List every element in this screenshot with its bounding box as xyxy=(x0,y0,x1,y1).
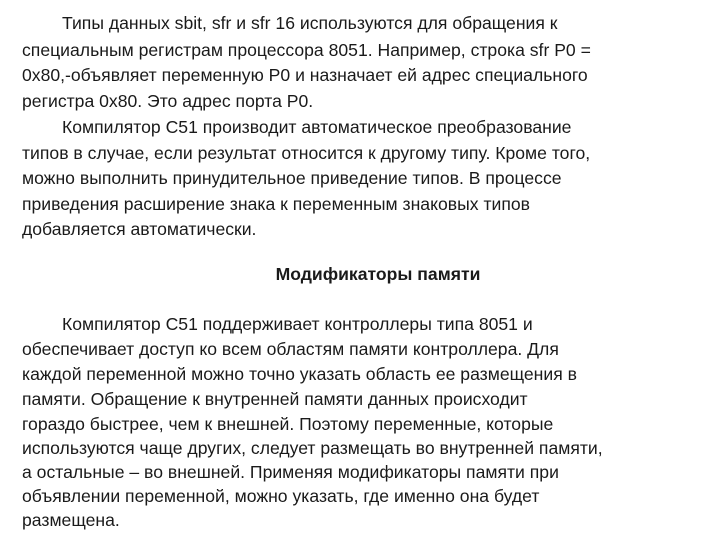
text-line: Типы данных sbit, sfr и sfr 16 используются для обращения к xyxy=(62,13,558,33)
text-line: регистра 0x80. Это адрес порта P0. xyxy=(22,91,314,111)
text-line: гораздо быстрее, чем к внешней. Поэтому переменные, которые xyxy=(22,414,554,434)
text-line: Компилятор C51 поддерживает контроллеры типа 8051 и xyxy=(62,314,533,334)
text-line: каждой переменной можно точно указать область ее размещения в xyxy=(22,364,577,384)
text-line: памяти. Обращение к внутренней памяти данных происходит xyxy=(22,389,528,409)
text-line: 0x80,-объявляет переменную P0 и назначает ей адрес специального xyxy=(22,65,588,85)
text-line: а остальные – во внешней. Применяя модификаторы памяти при xyxy=(22,462,559,482)
section-heading: Модификаторы памяти xyxy=(275,264,481,284)
text-line: используются чаще других, следует размещать во внутренней памяти, xyxy=(22,438,603,458)
text-line: Компилятор C51 производит автоматическое преобразование xyxy=(62,117,572,137)
text-line: специальным регистрам процессора 8051. Например, строка sfr P0 = xyxy=(22,40,591,60)
text-line: добавляется автоматически. xyxy=(22,219,257,239)
text-line: размещена. xyxy=(22,510,120,530)
text-line: объявлении переменной, можно указать, где именно она будет xyxy=(22,486,540,506)
text-line: обеспечивает доступ ко всем областям памяти контроллера. Для xyxy=(22,339,559,359)
text-line: типов в случае, если результат относится к другому типу. Кроме того, xyxy=(22,143,591,163)
text-line: приведения расширение знака к переменным знаковых типов xyxy=(22,194,530,214)
text-line: можно выполнить принудительное приведение типов. В процессе xyxy=(22,168,562,188)
